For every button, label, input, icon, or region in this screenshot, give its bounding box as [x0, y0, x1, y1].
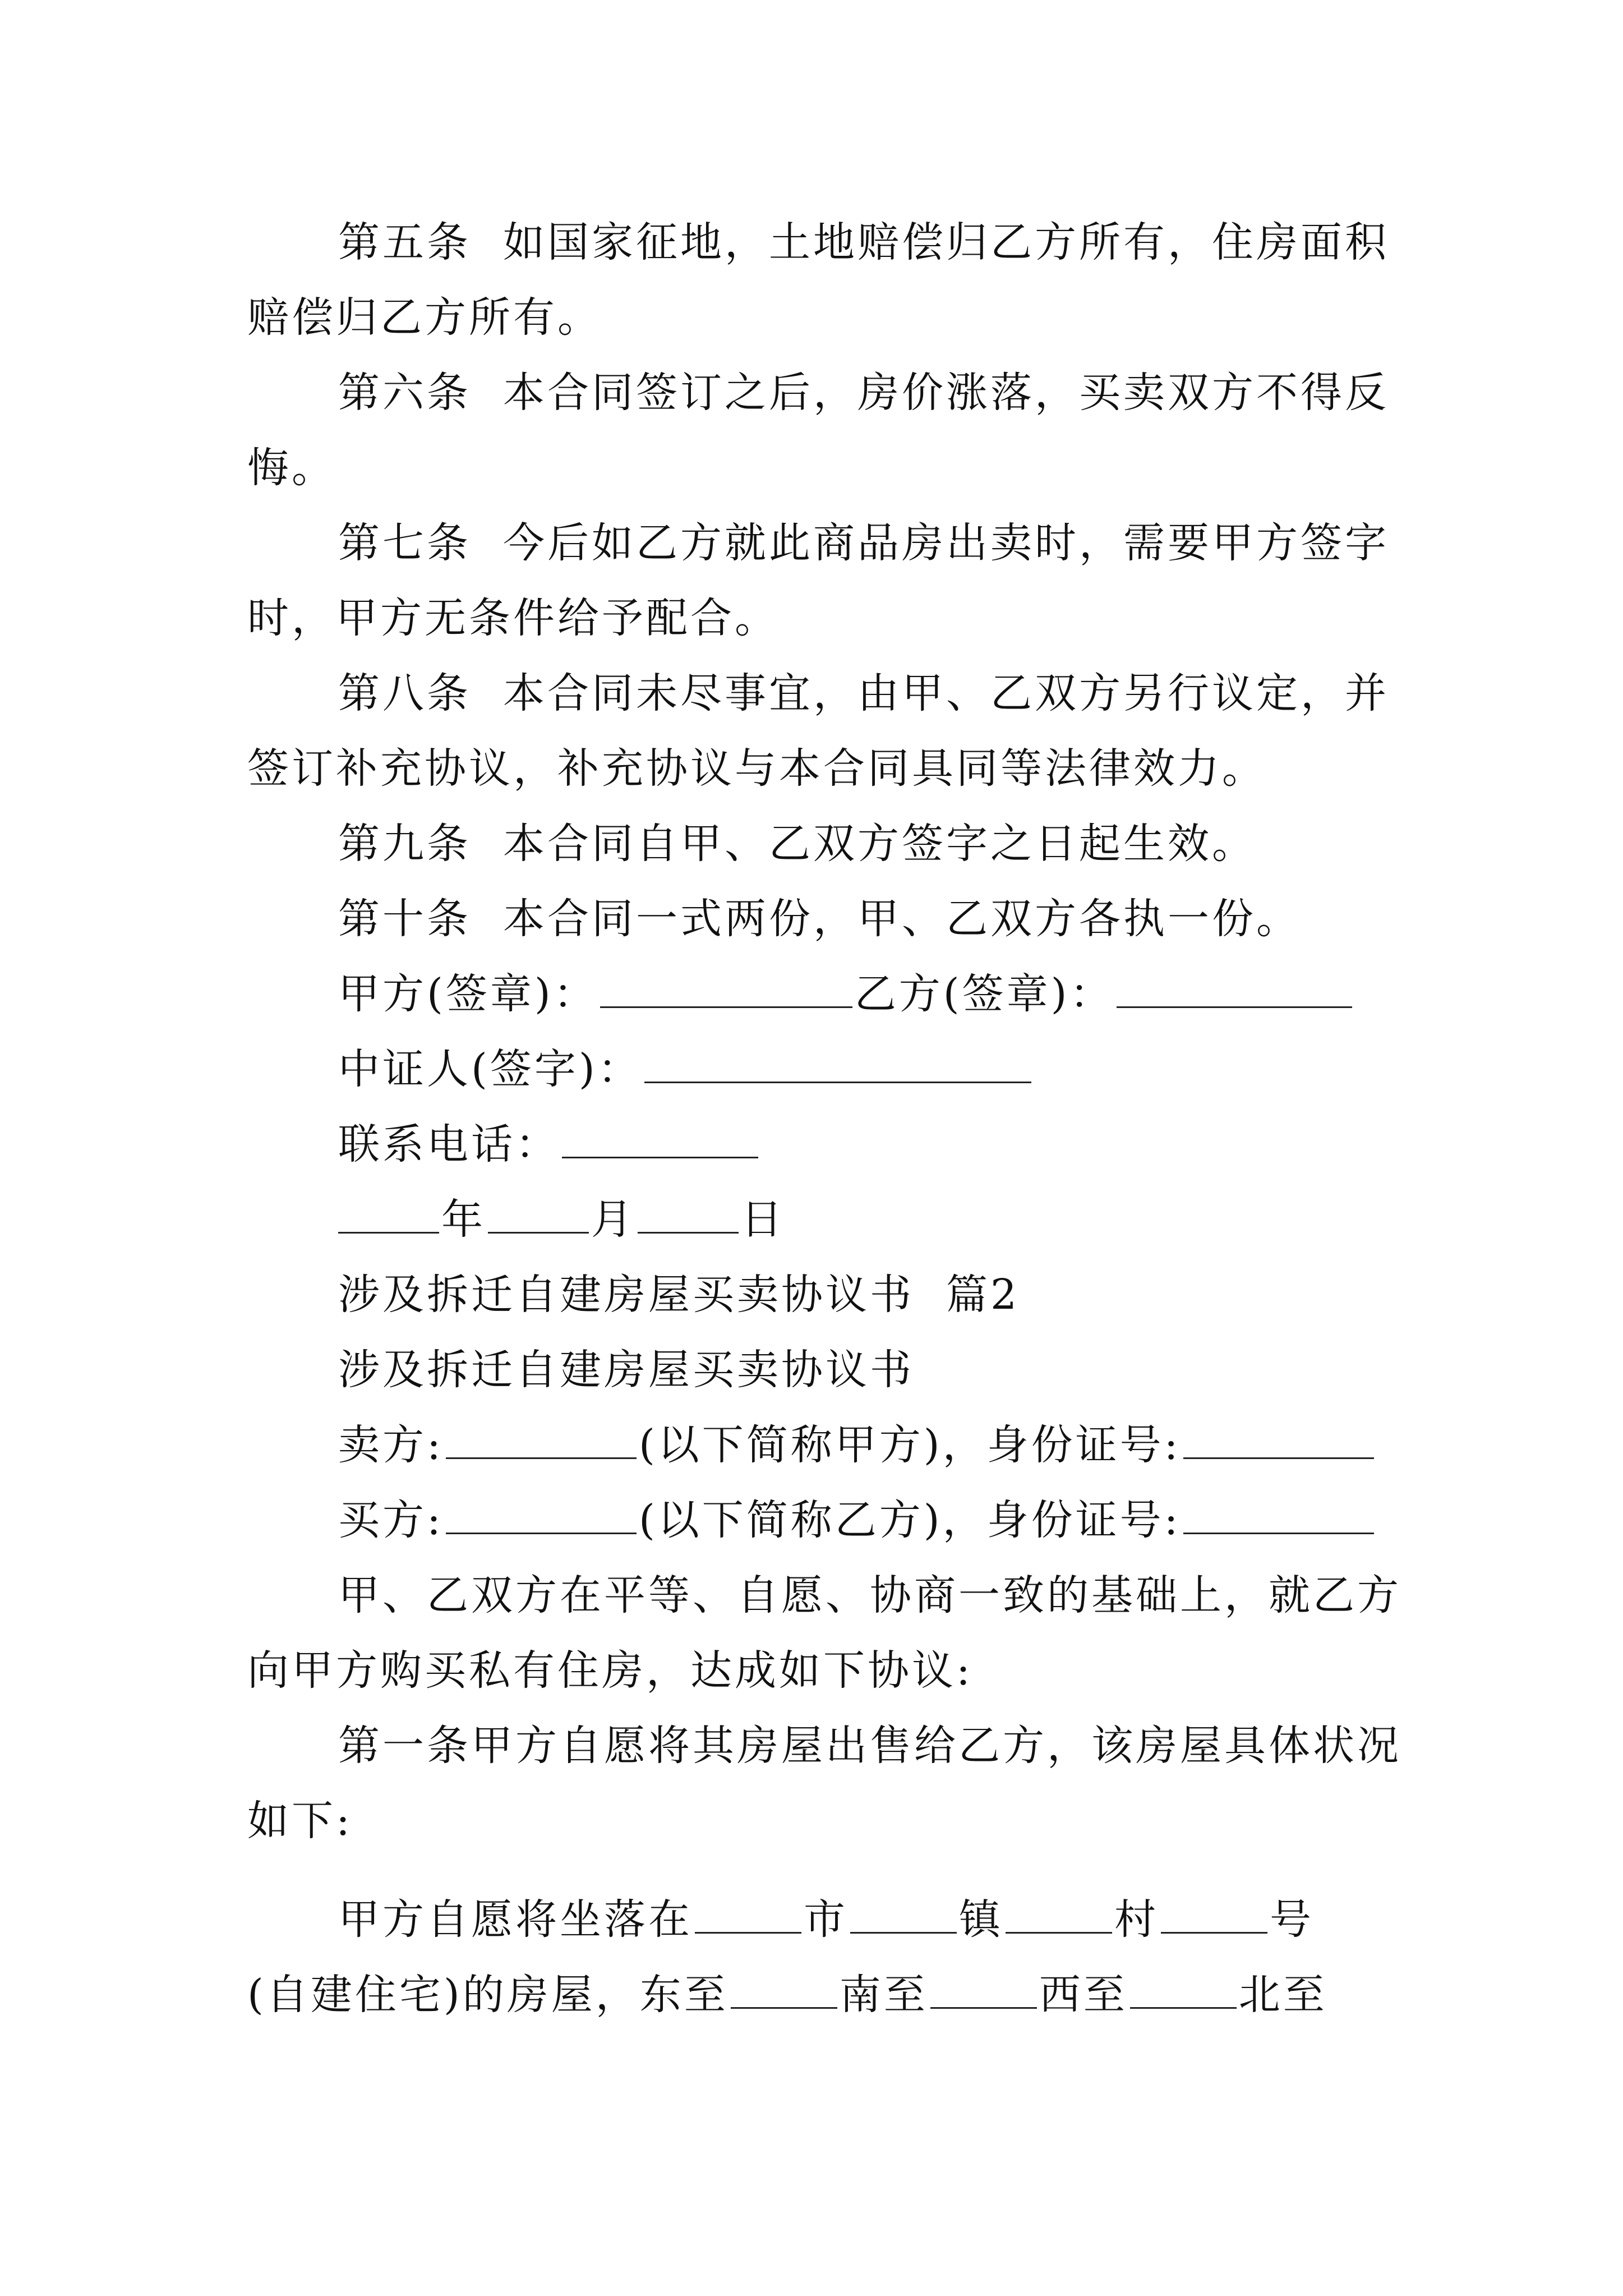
buyer-line [338, 1495, 1376, 1545]
section-2-heading: 涉及拆迁自建房屋买卖协议书 篇2 [338, 1271, 1020, 1319]
buyer-id-blank [1183, 1500, 1374, 1534]
clause-1-line-2: 如下: [247, 1797, 353, 1845]
clause-8-line-2: 签订补充协议，补充协议与本合同具同等法律效力。 [247, 744, 1266, 793]
section-2-title: 涉及拆迁自建房屋买卖协议书 [338, 1346, 914, 1394]
party-b-signature-label: 乙方(签章)： [854, 970, 1114, 1018]
buyer-alias: (以下简称乙方)，身份证号: [638, 1496, 1181, 1544]
village-blank [1006, 1899, 1112, 1934]
town-label: 镇 [959, 1895, 1003, 1944]
clause-10: 第十条 本合同一式两份，甲、乙双方各执一份。 [338, 895, 1301, 943]
party-a-signature-blank [600, 974, 852, 1008]
location-line-1 [338, 1894, 1314, 1945]
south-blank [930, 1975, 1037, 2009]
buyer-label: 买方: [338, 1496, 444, 1544]
year-blank [338, 1199, 439, 1234]
phone-label: 联系电话： [338, 1120, 560, 1168]
clause-5-line-1: 第五条 如国家征地，土地赔偿归乙方所有，住房面积 [338, 218, 1390, 266]
clause-7-line-1: 第七条 今后如乙方就此商品房出卖时，需要甲方签字 [338, 519, 1390, 567]
party-b-signature-blank [1117, 974, 1352, 1008]
agreement-intro-line-2: 向甲方购买私有住房，达成如下协议: [247, 1646, 973, 1695]
phone-line [338, 1119, 760, 1170]
signature-line [338, 969, 1354, 1019]
date-line [338, 1194, 785, 1245]
west-label: 西至 [1039, 1971, 1128, 2019]
year-label: 年 [441, 1195, 486, 1244]
seller-line [338, 1420, 1376, 1470]
town-blank [850, 1899, 957, 1934]
clause-5-line-2: 赔偿归乙方所有。 [247, 293, 602, 342]
number-label: 号 [1270, 1895, 1314, 1944]
clause-9: 第九条 本合同自甲、乙双方签字之日起生效。 [338, 820, 1257, 868]
clause-8-line-1: 第八条 本合同未尽事宜，由甲、乙双方另行议定，并 [338, 669, 1390, 717]
witness-line [338, 1044, 1034, 1094]
day-blank [638, 1199, 739, 1234]
party-a-signature-label: 甲方(签章)： [338, 970, 598, 1018]
month-blank [488, 1199, 589, 1234]
agreement-intro-line-1: 甲、乙双方在平等、自愿、协商一致的基础上，就乙方 [338, 1571, 1401, 1619]
location-line2-prefix: (自建住宅)的房屋，东至 [247, 1971, 728, 2019]
seller-label: 卖方: [338, 1421, 444, 1469]
month-label: 月 [591, 1195, 635, 1244]
city-label: 市 [804, 1895, 848, 1944]
north-label: 北至 [1238, 1971, 1327, 2019]
west-blank [1130, 1975, 1237, 2009]
clause-1-line-1: 第一条甲方自愿将其房屋出售给乙方，该房屋具体状况 [338, 1722, 1401, 1770]
location-line-2 [247, 1970, 1327, 2020]
day-label: 日 [741, 1195, 785, 1244]
location-prefix: 甲方自愿将坐落在 [338, 1895, 693, 1944]
buyer-name-blank [446, 1500, 637, 1534]
seller-name-blank [446, 1425, 637, 1459]
clause-7-line-2: 时，甲方无条件给予配合。 [247, 594, 779, 642]
clause-6-line-1: 第六条 本合同签订之后，房价涨落，买卖双方不得反 [338, 369, 1390, 417]
village-label: 村 [1114, 1895, 1159, 1944]
city-blank [695, 1899, 801, 1934]
witness-blank [644, 1049, 1031, 1083]
south-label: 南至 [839, 1971, 928, 2019]
number-blank [1161, 1899, 1267, 1934]
seller-id-blank [1183, 1425, 1374, 1459]
east-blank [731, 1975, 837, 2009]
clause-6-line-2: 悔。 [247, 444, 336, 492]
seller-alias: (以下简称甲方)，身份证号: [638, 1421, 1181, 1469]
witness-label: 中证人(签字)： [338, 1045, 642, 1093]
phone-blank [562, 1124, 758, 1158]
